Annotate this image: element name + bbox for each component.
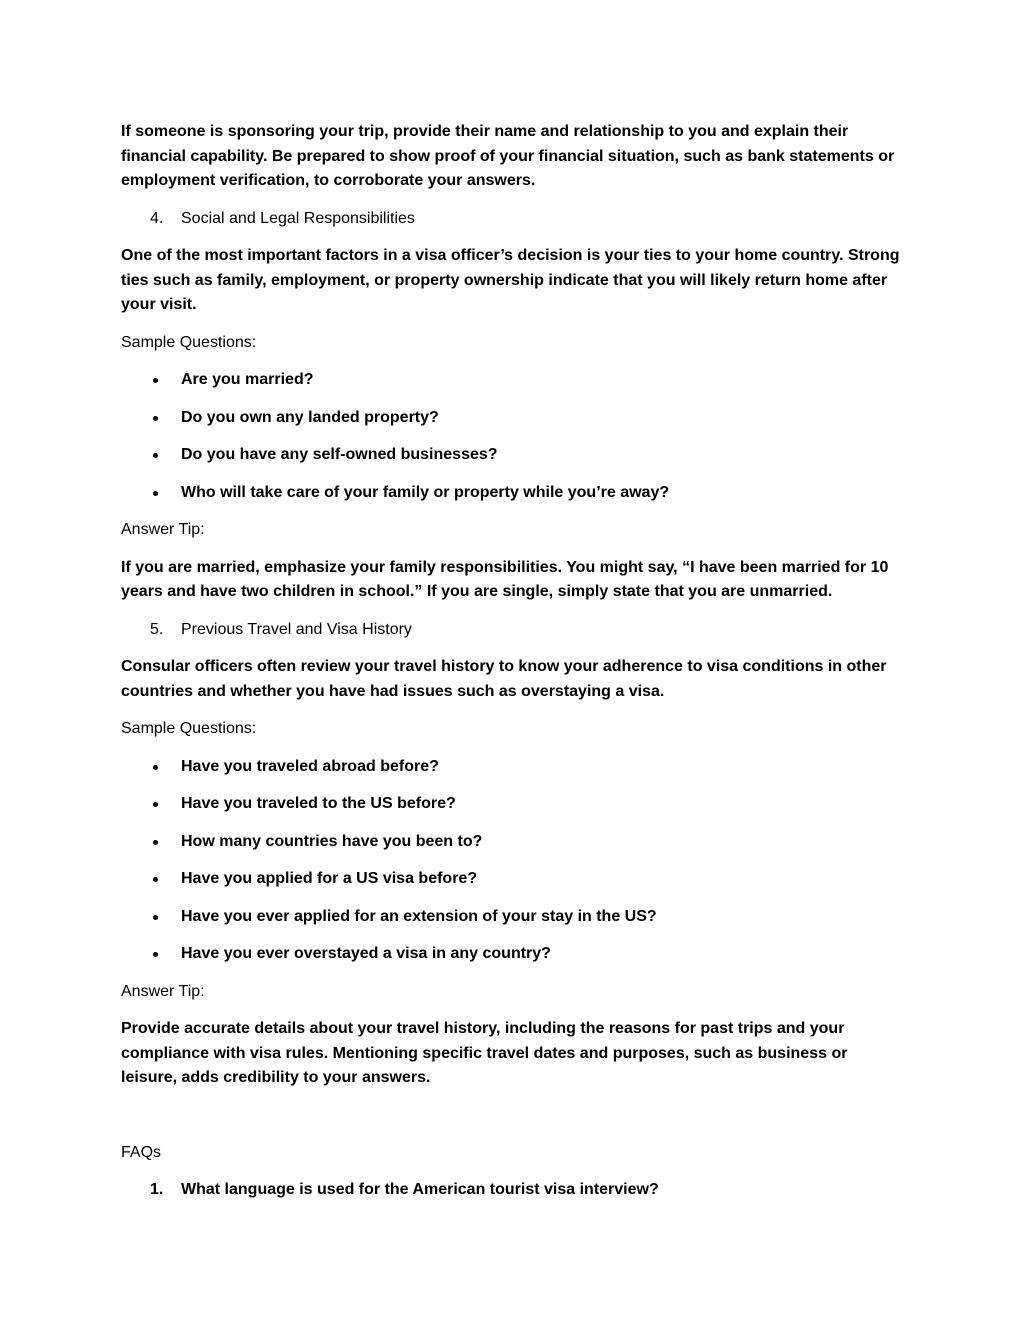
answer-tip-paragraph: If you are married, emphasize your family responsibilities. You might say, “I have been married for 10 years and have two children in school.” If you are single, simply state that you are unmarried. — [121, 558, 889, 600]
bullet-icon — [121, 406, 181, 431]
list-item: Have you traveled to the US before? — [121, 792, 901, 817]
bullet-icon — [121, 481, 181, 506]
bullet-icon — [121, 368, 181, 393]
sponsor-paragraph: If someone is sponsoring your trip, provide their name and relationship to you and explain their financial capability. Be prepared to show proof of your financial situation, such as bank statements or employment verification, to corroborate your answers. — [121, 123, 895, 189]
bullet-icon — [121, 792, 181, 817]
section-heading-social-legal — [121, 207, 901, 232]
sample-questions-label: Sample Questions: — [121, 720, 257, 737]
travel-history-paragraph: Consular officers often review your travel history to know your adherence to visa conditions in other countries and whether you have had issues such as overstaying a visa. — [121, 658, 887, 700]
bullet-icon — [121, 830, 181, 855]
list-item: Have you ever applied for an extension of your stay in the US? — [121, 905, 901, 930]
bullet-icon — [121, 905, 181, 930]
faqs-heading: FAQs — [121, 1143, 162, 1161]
sample-questions-label: Sample Questions: — [121, 333, 257, 351]
list-item: Have you ever overstayed a visa in any country? — [121, 942, 901, 967]
sample-questions-list-1 — [121, 368, 901, 505]
section-heading-travel-history — [121, 618, 901, 643]
bullet-icon — [121, 755, 181, 780]
section-title: Social and Legal Responsibilities — [181, 209, 415, 227]
faq-number: 1. — [150, 1181, 164, 1198]
answer-tip-paragraph: Provide accurate details about your travel history, including the reasons for past trips and your compliance with visa rules. Mentioning specific travel dates and purposes, such as business or leisure, adds credibility to your answers. — [121, 1020, 848, 1086]
list-item: Have you applied for a US visa before? — [121, 867, 901, 892]
section-number: 4. — [150, 209, 164, 227]
list-item: Do you own any landed property? — [121, 406, 901, 431]
bullet-icon — [121, 942, 181, 967]
section-number: 5. — [150, 620, 164, 638]
section-title: Previous Travel and Visa History — [181, 620, 412, 638]
list-item: Are you married? — [121, 368, 901, 393]
bullet-icon — [121, 443, 181, 468]
answer-tip-label: Answer Tip: — [121, 982, 205, 1000]
document-page — [121, 120, 901, 1216]
list-item: How many countries have you been to? — [121, 830, 901, 855]
list-item: Do you have any self-owned businesses? — [121, 443, 901, 468]
faq-question: What language is used for the American tourist visa interview? — [181, 1181, 659, 1198]
answer-tip-label: Answer Tip: — [121, 521, 205, 538]
faq-item — [121, 1178, 901, 1203]
list-item: Have you traveled abroad before? — [121, 755, 901, 780]
ties-paragraph: One of the most important factors in a visa officer’s decision is your ties to your home country. Strong ties such as family, employment, or property ownership indicate that you will likely return home after your visit. — [121, 247, 900, 313]
list-item: Who will take care of your family or property while you’re away? — [121, 481, 901, 506]
bullet-icon — [121, 867, 181, 892]
sample-questions-list-2 — [121, 755, 901, 967]
